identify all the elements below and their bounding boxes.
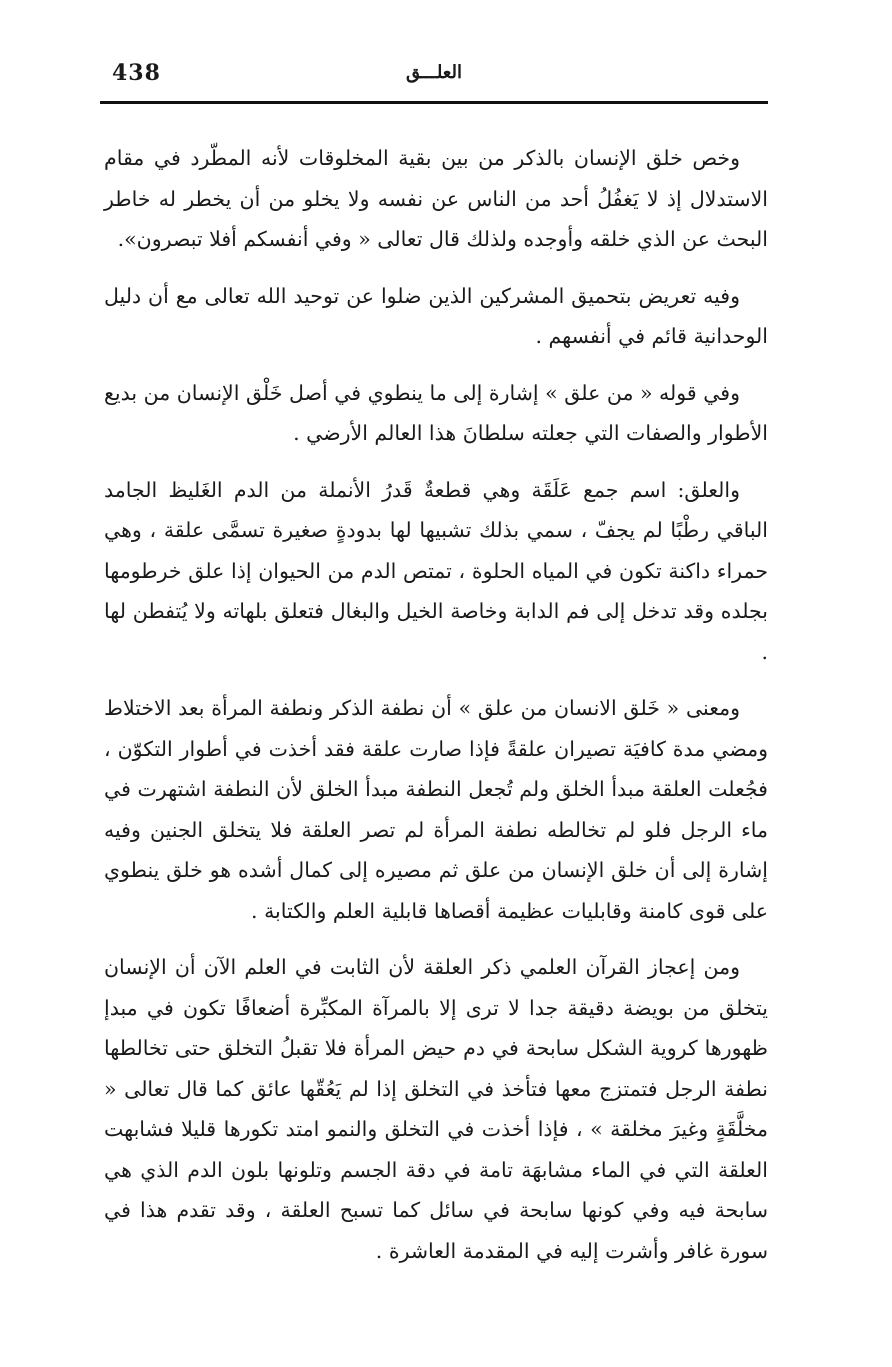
header-rule bbox=[100, 101, 768, 104]
page-header bbox=[100, 58, 768, 94]
paragraph: وخص خلق الإنسان بالذكر من بين بقية المخلوقات لأنه المطّرد في مقام الاستدلال إذ لا يَغفُلُ أحد من الناس عن نفسه ولا يخلو من أن يخطر له خاطر البحث عن الذي خلقه وأوجده ولذلك قال تعالى « وفي أنفسكم أفلا تبصرون». bbox=[104, 146, 768, 251]
paragraph: وفي قوله « من علق » إشارة إلى ما ينطوي في أصل خَلْق الإنسان من بديع الأطوار والصفات التي جعلته سلطانَ هذا العالم الأرضي . bbox=[104, 380, 768, 445]
page-number: 438 bbox=[112, 60, 161, 86]
running-head: العلـــق bbox=[406, 62, 462, 83]
paragraph: ومعنى « خَلق الانسان من علق » أن نطفة الذكر ونطفة المرأة بعد الاختلاط ومضي مدة كافيَة تصيران علقةً فإذا صارت علقة فقد أخذت في أطوار التكوّن ، فجُعلت العلقة مبدأ الخلق ولم تُجعل النطفة مبدأ الخلق لأن النطفة اشتهرت في ماء الرجل فلو لم تخالطه نطفة المرأة لم تصر العلقة فلا يتخلق الجنين وفيه إشارة إلى أن خلق الإنسان من علق ثم مصيره إلى كمال أشده هو خلق ينطوي على قوى كامنة وقابليات عظيمة أقصاها قابلية العلم والكتابة . bbox=[104, 696, 768, 923]
paragraph: وفيه تعريض بتحميق المشركين الذين ضلوا عن توحيد الله تعالى مع أن دليل الوحدانية قائم في أنفسهم . bbox=[104, 283, 768, 348]
paragraph: والعلق: اسم جمع عَلَقَة وهي قطعةٌ قَدرُ الأنملة من الدم الغَليظ الجامد الباقي رطْبًا لم يجفّ ، سمي بذلك تشبيها لها بدودةٍ صغيرة تسمَّى علقة ، وهي حمراء داكنة تكون في المياه الحلوة ، تمتص الدم من الحيوان إذا علق خرطومها بجلده وقد تدخل إلى فم الدابة وخاصة الخيل والبغال فتعلق بلهاته ولا يُتفطن لها . bbox=[104, 477, 768, 664]
body-text bbox=[104, 138, 768, 1271]
paragraph: ومن إعجاز القرآن العلمي ذكر العلقة لأن الثابت في العلم الآن أن الإنسان يتخلق من بويضة دقيقة جدا لا ترى إلا بالمرآة المكبِّرة أضعافًا تكون في مبدإ ظهورها كروية الشكل سابحة في دم حيض المرأة فلا تقبلُ التخلق حتى تخالطها نطفة الرجل فتمتزج معها فتأخذ في التخلق إذا لم يَعُقّها عائق كما قال تعالى « مخلَّقَةٍ وغيرَ مخلقة » ، فإذا أخذت في التخلق والنمو امتد تكورها قليلا فشابهت العلقة التي في الماء مشابهَة تامة في دقة الجسم وتلونها بلون الدم الذي هي سابحة فيه وفي كونها سابحة في سائل كما تسبح العلقة ، وقد تقدم هذا في سورة غافر وأشرت إليه في المقدمة العاشرة . bbox=[104, 955, 768, 1263]
